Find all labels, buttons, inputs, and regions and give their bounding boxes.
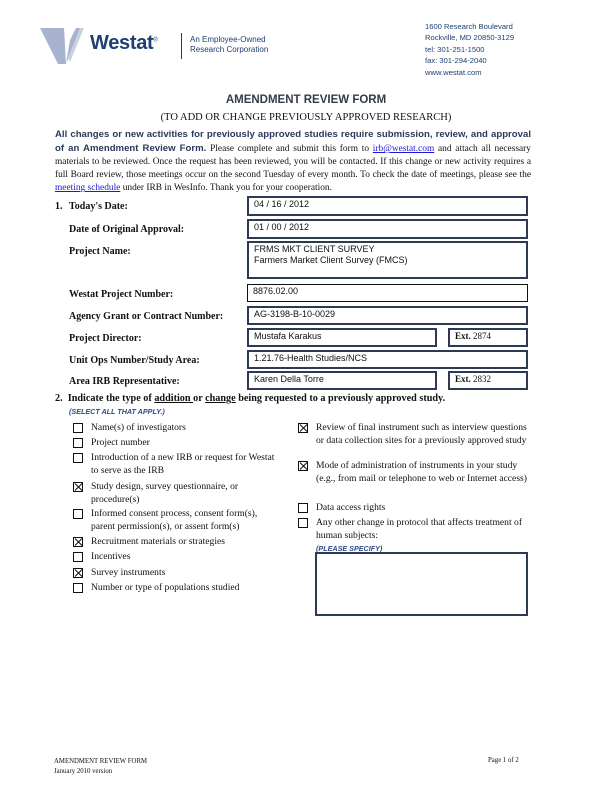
checkbox-checked[interactable] (73, 482, 83, 492)
checkbox-item-new-irb[interactable]: Introduction of a new IRB or request for Westat to serve as the IRB (73, 452, 283, 477)
project-director-label: Project Director: (69, 333, 142, 344)
form-subtitle: (TO ADD OR CHANGE PREVIOUSLY APPROVED RESEARCH) (160, 112, 452, 123)
todays-date-label: Today's Date: (69, 201, 128, 212)
ext-label: Ext. (455, 374, 471, 384)
irb-rep-field[interactable]: Karen Della Torre (247, 371, 437, 390)
project-number-label: Westat Project Number: (69, 289, 174, 300)
street-address: 1600 Research Boulevard (425, 22, 513, 31)
checkbox-item-mode-of-administration[interactable]: Mode of administration of instruments in your study (e.g., from mail or telephone to web or Internet access) (298, 460, 530, 485)
unit-ops-label: Unit Ops Number/Study Area: (69, 355, 200, 366)
checkbox-item-informed-consent[interactable]: Informed consent process, consent form(s), parent permission(s), or assent form(s) (73, 508, 283, 533)
checkbox-item-final-instrument[interactable]: Review of final instrument such as interview questions or data collection sites for a previously approved study (298, 422, 530, 447)
footer-form-name: AMENDMENT REVIEW FORM (54, 758, 148, 765)
specify-textarea[interactable] (315, 552, 528, 616)
address-block (425, 21, 514, 78)
ext-value: 2832 (473, 374, 491, 384)
ext-label: Ext. (455, 331, 471, 341)
checkbox[interactable] (73, 423, 83, 433)
todays-date-field[interactable]: 04 / 16 / 2012 (247, 196, 528, 216)
checkbox-checked[interactable] (73, 537, 83, 547)
irb-rep-ext-field[interactable] (448, 371, 528, 390)
checkbox-item-project-number[interactable]: Project number (73, 437, 283, 450)
section-2-number: 2. (55, 393, 63, 404)
checkbox[interactable] (73, 552, 83, 562)
footer-left (54, 757, 147, 776)
checkbox-item-investigators[interactable]: Name(s) of investigators (73, 422, 283, 435)
irb-email-link[interactable]: irb@westat.com (372, 144, 435, 155)
project-name-field[interactable] (247, 241, 528, 279)
ext-value: 2874 (473, 331, 491, 341)
project-name-line1: FRMS MKT CLIENT SURVEY (254, 244, 375, 254)
checkbox-item-incentives[interactable]: Incentives (73, 551, 283, 564)
intro-lead: All changes or new activities for previously approved studies require submission, review, and approval of an Amendment Review Form. (55, 129, 531, 155)
header-divider (181, 33, 182, 59)
project-name-label: Project Name: (69, 246, 131, 257)
intro-paragraph: All changes or new activities for previously approved studies require submission, review, and approval of an Amendment Review Form. Please complete and submit this form to irb@westat.com and attach all necessary materials to be reviewed. Once the request has been reviewed, you will be contacted. If this change or new activity requires a full Board review, those meetings occur on the second Tuesday of every month. To check the date of meetings, please see the meeting schedule under IRB in WesInfo. Thank you for your cooperation. (55, 129, 531, 194)
registered-mark: ® (153, 37, 158, 44)
section-2-question: 2. Indicate the type of addition or change being requested to a previously approved study. (55, 393, 446, 404)
project-name-line2: Farmers Market Client Survey (FMCS) (254, 255, 408, 265)
unit-ops-field[interactable]: 1.21.76-Health Studies/NCS (247, 350, 528, 369)
checkbox-checked[interactable] (298, 461, 308, 471)
checkbox[interactable] (298, 503, 308, 513)
select-all-note: (SELECT ALL THAT APPLY.) (69, 407, 165, 416)
fax: fax: 301-294-2040 (425, 56, 487, 66)
section-1-number: 1. (55, 201, 63, 212)
footer-version: January 2010 version (54, 767, 113, 775)
westat-chevron-icon (40, 24, 88, 68)
website: www.westat.com (425, 67, 482, 77)
checkbox-item-other-change[interactable]: Any other change in protocol that affects treatment of human subjects: (298, 517, 530, 542)
tagline: An Employee-Owned Research Corporation (190, 35, 269, 54)
checkbox[interactable] (73, 453, 83, 463)
westat-logo (40, 24, 190, 68)
grant-number-field[interactable]: AG-3198-B-10-0029 (247, 306, 528, 325)
grant-number-label: Agency Grant or Contract Number: (69, 311, 224, 322)
project-director-ext-field[interactable] (448, 328, 528, 347)
checkbox-item-populations[interactable]: Number or type of populations studied (73, 582, 293, 595)
phone: tel: 301-251-1500 (425, 44, 485, 54)
checkbox-checked[interactable] (73, 568, 83, 578)
checkbox[interactable] (73, 583, 83, 593)
logo-text: Westat (90, 32, 154, 54)
original-approval-label: Date of Original Approval: (69, 224, 185, 235)
checkbox[interactable] (73, 438, 83, 448)
city-state: Rockville, MD 20850-3129 (425, 33, 515, 43)
irb-rep-label: Area IRB Representative: (69, 376, 180, 387)
checkbox[interactable] (73, 509, 83, 519)
checkbox-item-data-access[interactable]: Data access rights (298, 502, 530, 515)
project-director-field[interactable]: Mustafa Karakus (247, 328, 437, 347)
form-title: AMENDMENT REVIEW FORM (225, 94, 387, 106)
checkbox[interactable] (298, 518, 308, 528)
checkbox-item-recruitment[interactable]: Recruitment materials or strategies (73, 536, 283, 549)
meeting-schedule-link[interactable]: meeting schedule (55, 183, 121, 194)
original-approval-field[interactable]: 01 / 00 / 2012 (247, 219, 528, 239)
project-number-field[interactable]: 8876.02.00 (247, 284, 528, 302)
checkbox-item-survey-instruments[interactable]: Survey instruments (73, 567, 283, 580)
checkbox-checked[interactable] (298, 423, 308, 433)
checkbox-item-study-design[interactable]: Study design, survey questionnaire, or procedure(s) (73, 481, 283, 506)
page-number: Page 1 of 2 (488, 757, 519, 764)
please-specify-note: (PLEASE SPECIFY) (316, 544, 383, 553)
